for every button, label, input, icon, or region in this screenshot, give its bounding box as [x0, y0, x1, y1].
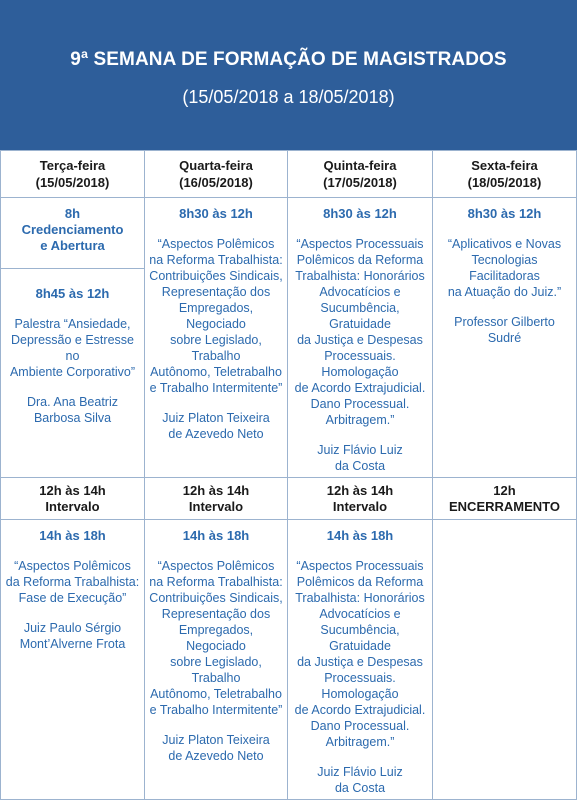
page-title: 9ª SEMANA DE FORMAÇÃO DE MAGISTRADOS: [70, 49, 507, 70]
day-header-thursday: [287, 150, 433, 198]
session-time: 14h às 18h: [182, 528, 250, 543]
talk-line: Contribuições Sindicais,: [149, 591, 283, 605]
day-name: Quarta-feira: [179, 158, 253, 173]
event-dates: (15/05/2018 a 18/05/2018): [182, 87, 395, 107]
talk-line: Contribuições Sindicais,: [149, 269, 283, 283]
talk-line: de Acordo Extrajudicial.: [294, 381, 426, 395]
wednesday-break-cell: [144, 477, 288, 520]
talk-line: Processuais. Homologação: [321, 349, 399, 379]
talk-line: “Aspectos Polêmicos: [14, 559, 131, 573]
speaker-line: Dra. Ana Beatriz: [26, 395, 118, 409]
day-date: (18/05/2018): [467, 175, 542, 190]
talk-line: Arbitragem.”: [325, 413, 395, 427]
speaker-line: Juiz Platon Teixeira: [162, 733, 270, 747]
thursday-morning-cell: [287, 197, 433, 478]
talk-line: Tecnologias Facilitadoras: [469, 253, 540, 283]
friday-afternoon-empty-cell: [432, 519, 577, 800]
talk-line: Trabalhista: Honorários: [295, 591, 425, 605]
tuesday-opening-cell: [0, 197, 145, 269]
tuesday-morning-cell: [0, 268, 145, 478]
speaker-line: Juiz Flávio Luiz: [317, 765, 403, 779]
talk-line: na Reforma Trabalhista:: [149, 253, 283, 267]
opening-time: 8h: [64, 206, 81, 221]
speaker-line: Barbosa Silva: [33, 411, 112, 425]
schedule-table: [0, 150, 577, 800]
talk-line: Fase de Execução”: [18, 591, 127, 605]
talk-line: da Justiça e Despesas: [297, 333, 423, 347]
talk-line: Polêmicos da Reforma: [296, 253, 424, 267]
talk-line: sobre Legislado, Trabalho: [170, 333, 262, 363]
day-header-friday: [432, 150, 577, 198]
talk-line: Palestra “Ansiedade,: [14, 317, 131, 331]
break-time: 12h às 14h: [326, 482, 394, 498]
talk-line: Dano Processual.: [310, 397, 410, 411]
talk-line: “Aspectos Polêmicos: [157, 237, 275, 251]
talk-line: e Trabalho Intermitente”: [149, 703, 283, 717]
talk-line: Representação dos: [161, 607, 271, 621]
wednesday-morning-cell: [144, 197, 288, 478]
speaker-line: Juiz Platon Teixeira: [162, 411, 270, 425]
speaker-line: da Costa: [334, 781, 386, 795]
day-date: (15/05/2018): [35, 175, 110, 190]
session-time: 14h às 18h: [39, 528, 106, 543]
talk-line: Ambiente Corporativo”: [9, 365, 136, 379]
talk-line: Sucumbência, Gratuidade: [320, 301, 400, 331]
talk-line: Advocatícios e: [319, 285, 401, 299]
talk-line: Arbitragem.”: [325, 735, 395, 749]
talk-line: “Aspectos Processuais: [296, 559, 424, 573]
talk-line: Advocatícios e: [319, 607, 401, 621]
tuesday-break-cell: [0, 477, 145, 520]
thursday-break-cell: [287, 477, 433, 520]
day-header-wednesday: [144, 150, 288, 198]
talk-line: “Aspectos Processuais: [296, 237, 424, 251]
talk-line: Sucumbência, Gratuidade: [320, 623, 400, 653]
break-label: Intervalo: [45, 498, 100, 514]
talk-line: Trabalhista: Honorários: [295, 269, 425, 283]
speaker-line: Professor Gilberto Sudré: [454, 315, 555, 345]
speaker-line: da Costa: [334, 459, 386, 473]
opening-label: Credenciamento: [21, 222, 124, 237]
talk-line: Dano Processual.: [310, 719, 410, 733]
talk-line: da Reforma Trabalhista:: [5, 575, 140, 589]
day-name: Sexta-feira: [471, 158, 538, 173]
tuesday-afternoon-cell: [0, 519, 145, 800]
speaker-line: Juiz Paulo Sérgio: [23, 621, 122, 635]
closing-label: ENCERRAMENTO: [449, 498, 560, 514]
talk-line: Polêmicos da Reforma: [296, 575, 424, 589]
page-header: [0, 0, 577, 150]
talk-line: Processuais. Homologação: [321, 671, 399, 701]
thursday-afternoon-cell: [287, 519, 433, 800]
speaker-line: de Azevedo Neto: [168, 427, 264, 441]
talk-line: na Reforma Trabalhista:: [149, 575, 283, 589]
talk-line: “Aspectos Polêmicos: [157, 559, 275, 573]
break-time: 12h às 14h: [182, 482, 250, 498]
talk-line: sobre Legislado, Trabalho: [170, 655, 262, 685]
friday-closing-cell: [432, 477, 577, 520]
talk-line: Empregados, Negociado: [178, 623, 254, 653]
talk-line: na Atuação do Juiz.”: [447, 285, 562, 299]
talk-line: Empregados, Negociado: [178, 301, 254, 331]
break-label: Intervalo: [188, 498, 244, 514]
session-time: 8h30 às 12h: [179, 206, 253, 221]
opening-label: e Abertura: [40, 238, 105, 253]
talk-line: “Aplicativos e Novas: [447, 237, 562, 251]
day-name: Terça-feira: [39, 158, 106, 173]
talk-line: da Justiça e Despesas: [297, 655, 423, 669]
talk-line: e Trabalho Intermitente”: [149, 381, 283, 395]
talk-line: Depressão e Estresse no: [11, 333, 134, 363]
speaker-line: de Azevedo Neto: [168, 749, 264, 763]
day-name: Quinta-feira: [323, 158, 397, 173]
session-time: 8h30 às 12h: [323, 206, 397, 221]
talk-line: Representação dos: [161, 285, 271, 299]
talk-line: Autônomo, Teletrabalho: [150, 365, 282, 379]
day-header-tuesday: [0, 150, 145, 198]
closing-time: 12h: [493, 482, 516, 498]
day-date: (16/05/2018): [179, 175, 253, 190]
break-time: 12h às 14h: [39, 482, 106, 498]
speaker-line: Mont’Alverne Frota: [19, 637, 126, 651]
session-time: 8h30 às 12h: [467, 206, 542, 221]
talk-line: Autônomo, Teletrabalho: [150, 687, 282, 701]
speaker-line: Juiz Flávio Luiz: [317, 443, 403, 457]
wednesday-afternoon-cell: [144, 519, 288, 800]
friday-morning-cell: [432, 197, 577, 478]
day-date: (17/05/2018): [323, 175, 397, 190]
talk-line: de Acordo Extrajudicial.: [294, 703, 426, 717]
session-time: 8h45 às 12h: [35, 286, 110, 301]
session-time: 14h às 18h: [326, 528, 394, 543]
break-label: Intervalo: [332, 498, 388, 514]
